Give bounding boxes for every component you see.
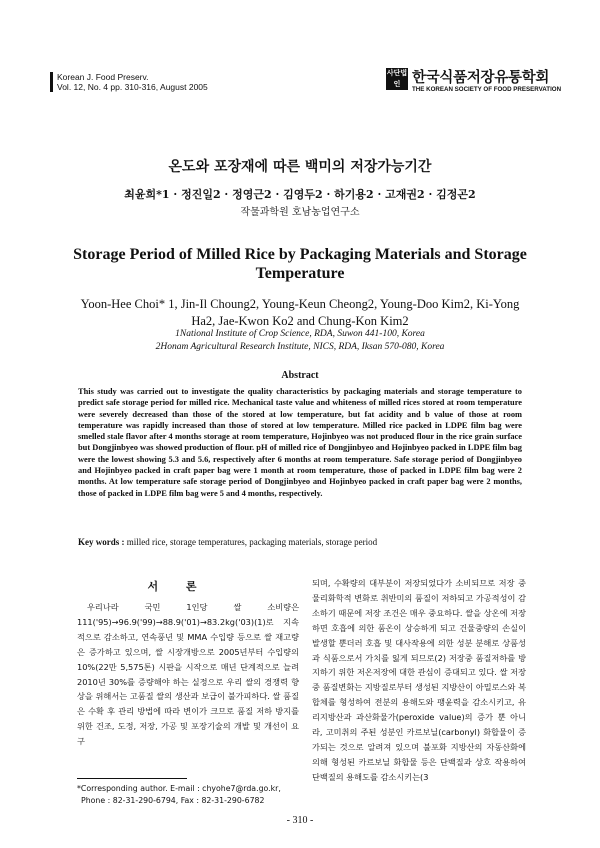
body-column-right: 되며, 수확량의 대부분이 저장되었다가 소비되므로 저장 중 물리화학적 변화로 취반미의 품질이 저하되고 가공적성이 감소하기 때문에 저장 조건은 매우 중요하다. 쌀을 상온에 저장하면 호흡에 의한 품온이 상승하게 되고 건물중량의 손실이 발생할 뿐더러 호흡 및 대사작용에 의한 성분 분해로 상품성과 식품으로서 가치를 잃게 되므로(2) 저장중 품질저하를 방지하기 위한 저온저장에 대한 관심이 증대되고 있다. 쌀 저장 중 품질변화는 지방질로부터 생성된 지방산이 아밀로스와 복합체를 형성하여 전분의 용해도와 팽윤력을 감소시키고, 유리지방산과 과산화물가(peroxide value)의 증가 뿐 아니라, 고미취의 주된 성분인 카르보닐(carbonyl) 화합물이 증가되는 것으로 알려져 있으며 불포화 지방산의 자동산화에 의해 형성된 카르보닐 화합물 등은 단백질과 상호 작용하여 단백질의 용해도를 감소시키는(3 — [312, 578, 526, 782]
journal-name: Korean J. Food Preserv. — [57, 72, 149, 82]
society-logo — [386, 66, 562, 96]
footnote — [77, 783, 307, 806]
keywords — [78, 537, 522, 547]
footnote-contact: *Corresponding author. E-mail : chyohe7@rda.go.kr, — [77, 784, 281, 793]
footnote-phone: Phone : 82-31-290-6794, Fax : 82-31-290-6782 — [81, 795, 265, 805]
journal-volume: Vol. 12, No. 4 pp. 310-316, August 2005 — [57, 82, 208, 92]
page-number: - 310 - — [286, 815, 314, 826]
abstract-text: This study was carried out to investigate the quality characteristics by packaging materials and storage temperature to predict safe storage period for milled rice. Mechanical taste value and whiteness of milled rices stored at room temperature were severely decreased than those of the stored at low temperature, but fat acidity and b value of those at room temperature was rapidly increased than those of stored at low temperature. Milled rice packed in LDPE film bag were smelled stale flavor after 4 months storage at room temperature, Hojinbyeo was not produced flour in the rice grain surface but Dongjinbyeo was showed production of flour. pH of milled rice of Dongjinbyeo and Hojinbyeo packed in LDPE film bag were the lowest showing 5.3 and 5.6, respectively after 6 months at room temperature. Safe storage period of Dongjinbyeo and Hojinbyeo packed in craft paper bag were 1 month at room temperature, those of packed in LDPE film bag were 2 months. At low temperature safe storage period of Dongjinbyeo and Hojinbyeo packed in craft paper bag were 2 months, those of packed in LDPE film bag were 5 and 4 months, respectively. — [78, 387, 522, 498]
society-badge: 사단법인 — [386, 69, 408, 88]
affiliation-korean: 작물과학원 호남농업연구소 — [240, 207, 360, 218]
body-column-left: 우리나라 국민 1인당 쌀 소비량은 111('95)→96.9('99)→88.9('01)→83.2kg('03)(1)로 지속적으로 감소하고, 연속풍년 및 MMA 수입량 등으로 쌀 재고량은 증가하고 있으며, 쌀 시장개방으로 2005년부터 수입량의 10%(22만 5,575톤) 시판을 시작으로 매년 단계적으로 늘려 2010년 30%를 증량해야 하는 실정으로 우리 쌀의 경쟁력 향상을 위해서는 고품질 쌀의 생산과 보급이 불가피하다. 쌀 품질은 수확 후 관리 방법에 따라 변이가 크므로 품질 저하 방지를 위한 건조, 도정, 저장, 가공 및 포장기술의 개발 및 개선이 요구 — [77, 602, 299, 747]
authors-english: Yoon-Hee Choi* 1, Jin-Il Choung2, Young-Keun Cheong2, Young-Doo Kim2, Ki-Yong Ha2, Jae-Kwon Ko2 and Chung-Kon Kim2 — [80, 297, 520, 328]
keywords-text: milled rice, storage temperatures, packaging materials, storage period — [126, 537, 378, 547]
title-english: Storage Period of Milled Rice by Packaging Materials and Storage Temperature — [73, 246, 527, 282]
authors-korean: 최윤희*1 · 정진일2 · 정영근2 · 김영두2 · 하기용2 · 고재권2 · 김정곤2 — [124, 188, 476, 201]
footnote-divider — [77, 778, 187, 779]
abstract-heading: Abstract — [281, 370, 319, 381]
journal-citation — [50, 72, 208, 92]
affiliation-english-2: 2Honam Agricultural Research Institute, NICS, RDA, Iksan 570-080, Korea — [155, 342, 445, 352]
section-heading: 서 론 — [147, 580, 209, 593]
society-name-en: THE KOREAN SOCIETY OF FOOD PRESERVATION — [412, 86, 562, 93]
society-name-ko: 한국식품저장유통학회 — [412, 70, 550, 86]
title-korean: 온도와 포장재에 따른 백미의 저장가능기간 — [168, 159, 432, 175]
keywords-label: Key words : — [78, 537, 125, 547]
affiliation-english-1: 1National Institute of Crop Science, RDA, Suwon 441-100, Korea — [175, 329, 425, 339]
